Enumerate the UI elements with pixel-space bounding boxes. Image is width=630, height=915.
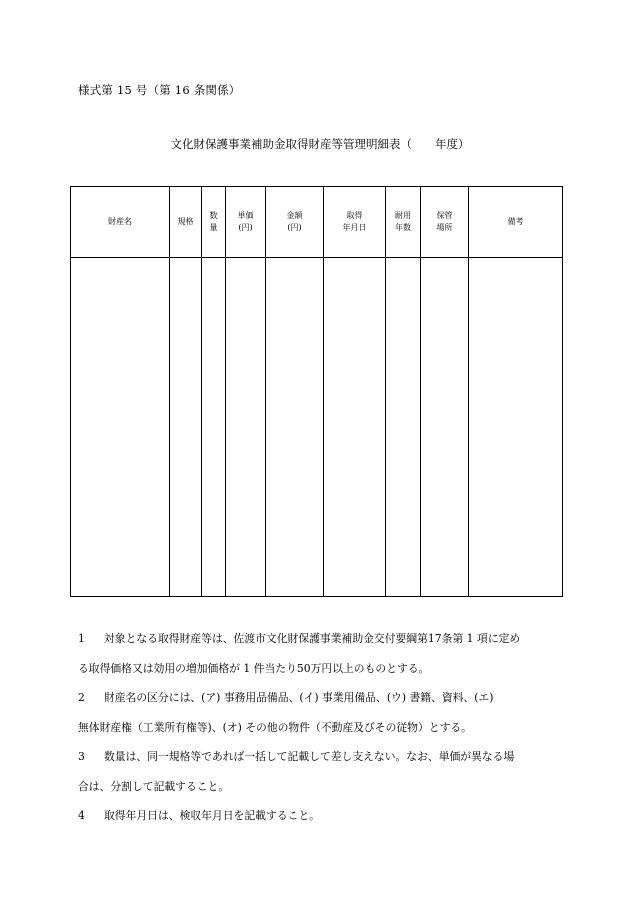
note-item: [78, 801, 568, 831]
header-remarks: 備考: [469, 187, 563, 258]
cell-remarks[interactable]: [469, 258, 563, 597]
cell-specification[interactable]: [170, 258, 202, 597]
note-number: 2: [78, 691, 85, 704]
note-item: [78, 624, 568, 654]
notes-section: [78, 624, 568, 831]
cell-acquisition-date[interactable]: [324, 258, 386, 597]
header-useful-life: 耐用 年数: [386, 187, 421, 258]
header-specification: 規格: [170, 187, 202, 258]
note-continuation: 合は、分割して記載すること。: [78, 779, 230, 793]
document-title: 文化財保護事業補助金取得財産等管理明細表（ 年度）: [170, 137, 470, 151]
note-text: 財産名の区分には、(ア) 事務用品備品、(イ) 事業用備品、(ウ) 書籍、資料、(エ): [104, 691, 494, 704]
note-number: 1: [78, 632, 85, 645]
note-continuation: る取得価格又は効用の増加価格が 1 件当たり50万円以上のものとする。: [78, 661, 430, 675]
cell-quantity[interactable]: [202, 258, 226, 597]
cell-useful-life[interactable]: [386, 258, 421, 597]
header-quantity: 数 量: [202, 187, 226, 258]
cell-unit-price[interactable]: [226, 258, 266, 597]
cell-asset-name[interactable]: [71, 258, 170, 597]
note-number: 4: [78, 809, 85, 822]
note-item: [78, 742, 568, 772]
note-text: 対象となる取得財産等は、佐渡市文化財保護事業補助金交付要綱第17条第 1 項に定め: [104, 632, 521, 645]
form-number: 様式第 15 号（第 16 条関係）: [78, 83, 241, 97]
header-acquisition-date: 取得 年月日: [324, 187, 386, 258]
cell-storage-location[interactable]: [421, 258, 469, 597]
cell-amount[interactable]: [266, 258, 324, 597]
header-storage-location: 保管 場所: [421, 187, 469, 258]
table-body-row: [71, 258, 563, 597]
note-text: 数量は、同一規格等であれば一括して記載して差し支えない。なお、単価が異なる場: [104, 750, 515, 763]
asset-ledger-table: [70, 186, 563, 597]
note-continuation: 無体財産権（工業所有権等)、(オ) その他の物件（不動産及びその従物）とする。: [78, 720, 472, 734]
note-number: 3: [78, 750, 85, 763]
note-text: 取得年月日は、検収年月日を記載すること。: [104, 809, 320, 822]
header-unit-price: 単価 (円): [226, 187, 266, 258]
header-asset-name: 財産名: [71, 187, 170, 258]
note-item: [78, 683, 568, 713]
header-amount: 金額 (円): [266, 187, 324, 258]
table-header-row: [71, 187, 563, 258]
